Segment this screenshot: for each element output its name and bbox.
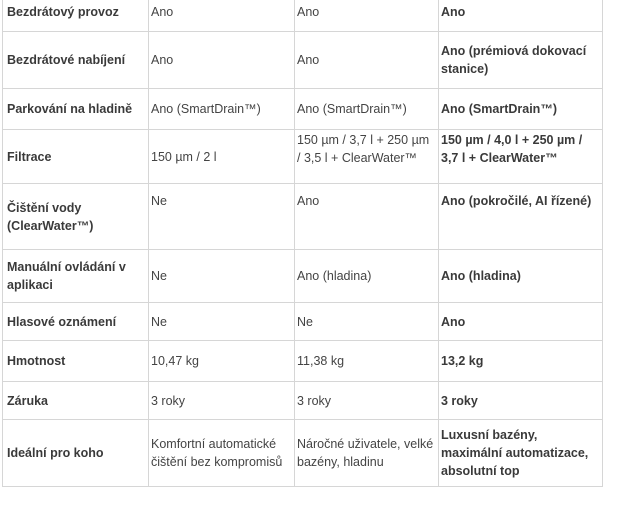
comparison-table bbox=[2, 0, 603, 487]
table-row bbox=[3, 130, 603, 184]
table-row bbox=[3, 420, 603, 487]
table-cell: Ano (pokročilé, AI řízené) bbox=[439, 184, 603, 250]
table-cell: 150 µm / 2 l bbox=[149, 130, 295, 184]
table-cell: Ano bbox=[295, 0, 439, 32]
table-cell: Ano (prémiová dokovací stanice) bbox=[439, 32, 603, 89]
table-cell: Ne bbox=[149, 250, 295, 303]
row-label: Parkování na hladině bbox=[3, 89, 149, 130]
table-cell: Ano bbox=[149, 0, 295, 32]
table-row bbox=[3, 32, 603, 89]
table-cell: 150 µm / 3,7 l + 250 µm / 3,5 l + ClearWater™ bbox=[295, 130, 439, 184]
row-label: Ideální pro koho bbox=[3, 420, 149, 487]
table-cell: Ne bbox=[149, 303, 295, 341]
table-cell: Ano (SmartDrain™) bbox=[439, 89, 603, 130]
table-cell: 150 µm / 4,0 l + 250 µm / 3,7 l + ClearWater™ bbox=[439, 130, 603, 184]
table-cell: Ano bbox=[149, 32, 295, 89]
table-cell: Ano bbox=[439, 303, 603, 341]
table-row bbox=[3, 0, 603, 32]
table-row bbox=[3, 89, 603, 130]
table-cell: Ano (SmartDrain™) bbox=[295, 89, 439, 130]
row-label: Manuální ovládání v aplikaci bbox=[3, 250, 149, 303]
table-row bbox=[3, 250, 603, 303]
table-cell: Ano (SmartDrain™) bbox=[149, 89, 295, 130]
table-cell: 3 roky bbox=[149, 382, 295, 420]
table-cell: Luxusní bazény, maximální automatizace, absolutní top bbox=[439, 420, 603, 487]
table-row bbox=[3, 184, 603, 250]
row-label: Čištění vody (ClearWater™) bbox=[3, 184, 149, 250]
table-cell: 10,47 kg bbox=[149, 341, 295, 382]
table-cell: Ano bbox=[295, 184, 439, 250]
row-label: Filtrace bbox=[3, 130, 149, 184]
table-cell: Ano (hladina) bbox=[439, 250, 603, 303]
table-cell: 13,2 kg bbox=[439, 341, 603, 382]
table-row bbox=[3, 382, 603, 420]
table-cell: 3 roky bbox=[439, 382, 603, 420]
table-cell: Ne bbox=[149, 184, 295, 250]
table-cell: Ano (hladina) bbox=[295, 250, 439, 303]
row-label: Bezdrátový provoz bbox=[3, 0, 149, 32]
table-row bbox=[3, 303, 603, 341]
table-cell: Komfortní automatické čištění bez kompromisů bbox=[149, 420, 295, 487]
table-cell: 3 roky bbox=[295, 382, 439, 420]
table-cell: 11,38 kg bbox=[295, 341, 439, 382]
table-cell: Náročné uživatele, velké bazény, hladinu bbox=[295, 420, 439, 487]
row-label: Bezdrátové nabíjení bbox=[3, 32, 149, 89]
row-label: Záruka bbox=[3, 382, 149, 420]
row-label: Hmotnost bbox=[3, 341, 149, 382]
row-label: Hlasové oznámení bbox=[3, 303, 149, 341]
table-row bbox=[3, 341, 603, 382]
table-cell: Ne bbox=[295, 303, 439, 341]
table-cell: Ano bbox=[295, 32, 439, 89]
table-cell: Ano bbox=[439, 0, 603, 32]
